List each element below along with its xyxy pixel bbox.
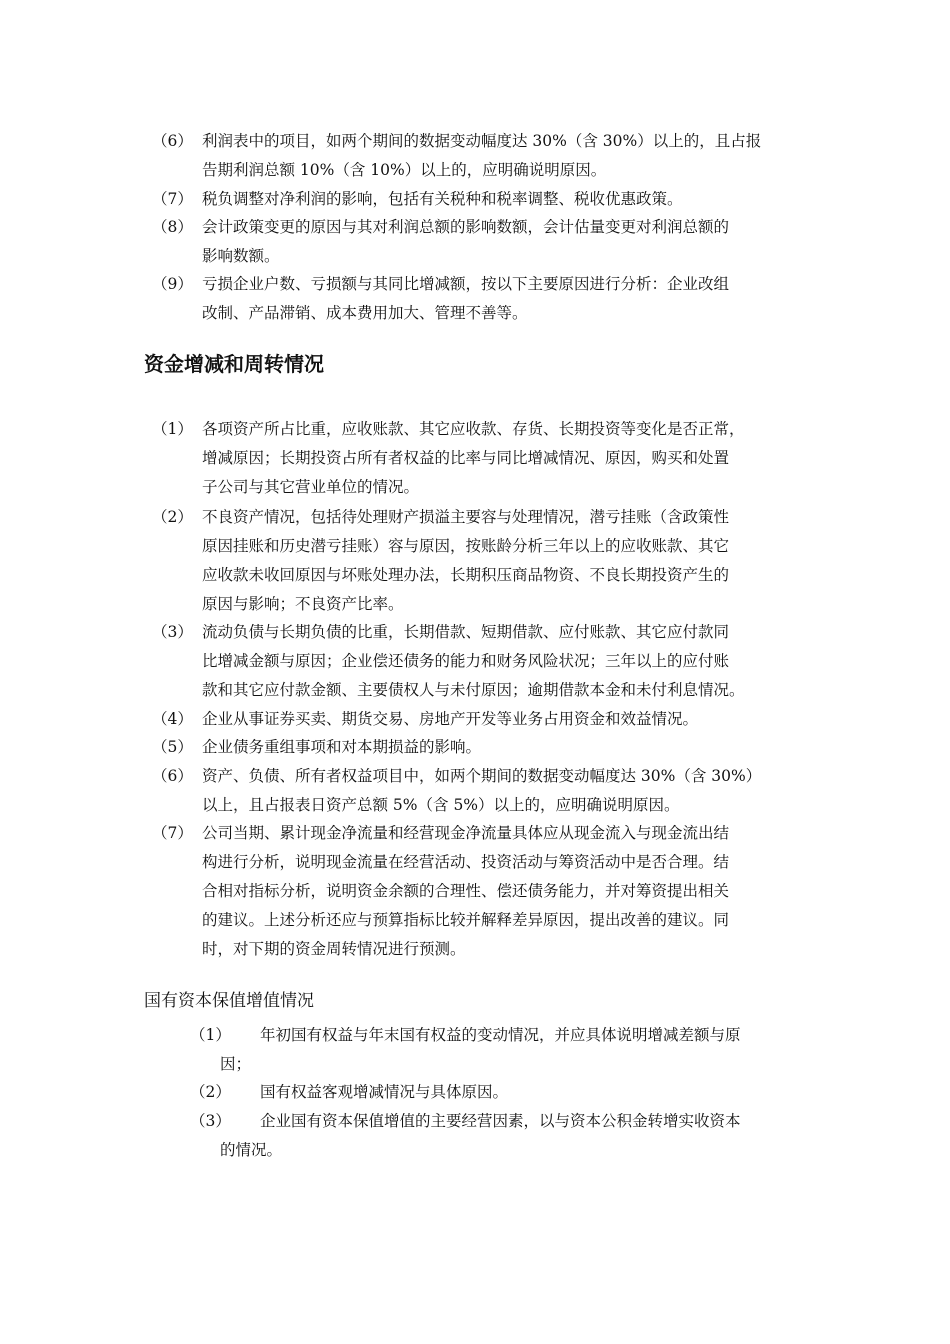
item-text-line: 会计政策变更的原因与其对利润总额的影响数额，会计估量变更对利润总额的 (202, 218, 730, 236)
item-text-line: 因； (220, 1055, 252, 1073)
item-text-line: 国有权益客观增减情况与具体原因。 (260, 1083, 509, 1101)
item-number: （2） (190, 1083, 231, 1101)
item-text-line: 的情况。 (220, 1141, 283, 1159)
item-number: （3） (152, 623, 193, 641)
item-text-line: 企业国有资本保值增值的主要经营因素，以与资本公积金转增实收资本 (260, 1112, 741, 1130)
item-number: （6） (152, 132, 193, 150)
item-text-line: 子公司与其它营业单位的情况。 (202, 478, 420, 496)
item-text-line: 税负调整对净利润的影响，包括有关税种和税率调整、税收优惠政策。 (202, 190, 683, 208)
item-number: （7） (152, 824, 193, 842)
item-text-line: 利润表中的项目，如两个期间的数据变动幅度达 30%（含 30%）以上的，且占报 (202, 132, 762, 150)
item-text-line: 的建议。上述分析还应与预算指标比较并解释差异原因，提出改善的建议。同 (202, 911, 730, 929)
item-number: （9） (152, 275, 193, 293)
item-number: （4） (152, 710, 193, 728)
item-text-line: 流动负债与长期负债的比重，长期借款、短期借款、应付账款、其它应付款同 (202, 623, 730, 641)
item-number: （5） (152, 738, 193, 756)
item-text-line: 原因挂账和历史潜亏挂账）容与原因，按账龄分析三年以上的应收账款、其它 (202, 537, 730, 555)
item-text-line: 影响数额。 (202, 247, 280, 265)
item-text-line: 合相对指标分析，说明资金余额的合理性、偿还债务能力，并对筹资提出相关 (202, 882, 730, 900)
item-text-line: 企业债务重组事项和对本期损益的影响。 (202, 738, 482, 756)
item-text-line: 应收款未收回原因与坏账处理办法，长期积压商品物资、不良长期投资产生的 (202, 566, 730, 584)
item-text-line: 增减原因；长期投资占所有者权益的比率与同比增减情况、原因，购买和处置 (202, 449, 730, 467)
item-text-line: 比增减金额与原因；企业偿还债务的能力和财务风险状况；三年以上的应付账 (202, 652, 730, 670)
section-heading: 国有资本保值增值情况 (144, 991, 314, 1011)
item-text-line: 时，对下期的资金周转情况进行预测。 (202, 940, 466, 958)
item-text-line: 构进行分析，说明现金流量在经营活动、投资活动与筹资活动中是否合理。结 (202, 853, 730, 871)
list-item (190, 1021, 810, 1079)
item-text-line: 改制、产品滞销、成本费用加大、管理不善等。 (202, 304, 528, 322)
item-text-line: 原因与影响；不良资产比率。 (202, 595, 404, 613)
item-text-line: 企业从事证券买卖、期货交易、房地产开发等业务占用资金和效益情况。 (202, 710, 699, 728)
item-number: （1） (190, 1026, 231, 1044)
item-text-line: 资产、负债、所有者权益项目中，如两个期间的数据变动幅度达 30%（含 30%） (202, 767, 762, 785)
item-text-line: 公司当期、累计现金净流量和经营现金净流量具体应从现金流入与现金流出结 (202, 824, 730, 842)
item-number: （6） (152, 767, 193, 785)
item-text-line: 不良资产情况，包括待处理财产损溢主要容与处理情况，潜亏挂账（含政策性 (202, 508, 730, 526)
item-text-line: 年初国有权益与年末国有权益的变动情况，并应具体说明增减差额与原 (260, 1026, 741, 1044)
item-text-line: 告期利润总额 10%（含 10%）以上的，应明确说明原因。 (202, 161, 607, 179)
list-item (190, 1107, 810, 1165)
item-text-line: 各项资产所占比重，应收账款、其它应收款、存货、长期投资等变化是否正常， (202, 420, 745, 438)
item-text-line: 以上，且占报表日资产总额 5%（含 5%）以上的，应明确说明原因。 (202, 796, 680, 814)
item-number: （1） (152, 420, 193, 438)
item-number: （3） (190, 1112, 231, 1130)
list-item (190, 1078, 810, 1107)
item-text-line: 亏损企业户数、亏损额与其同比增减额，按以下主要原因进行分析：企业改组 (202, 275, 730, 293)
item-number: （7） (152, 190, 193, 208)
item-text-line: 款和其它应付款金额、主要债权人与未付原因；逾期借款本金和未付利息情况。 (202, 681, 745, 699)
item-number: （8） (152, 218, 193, 236)
item-number: （2） (152, 508, 193, 526)
section-heading: 资金增减和周转情况 (144, 352, 324, 376)
